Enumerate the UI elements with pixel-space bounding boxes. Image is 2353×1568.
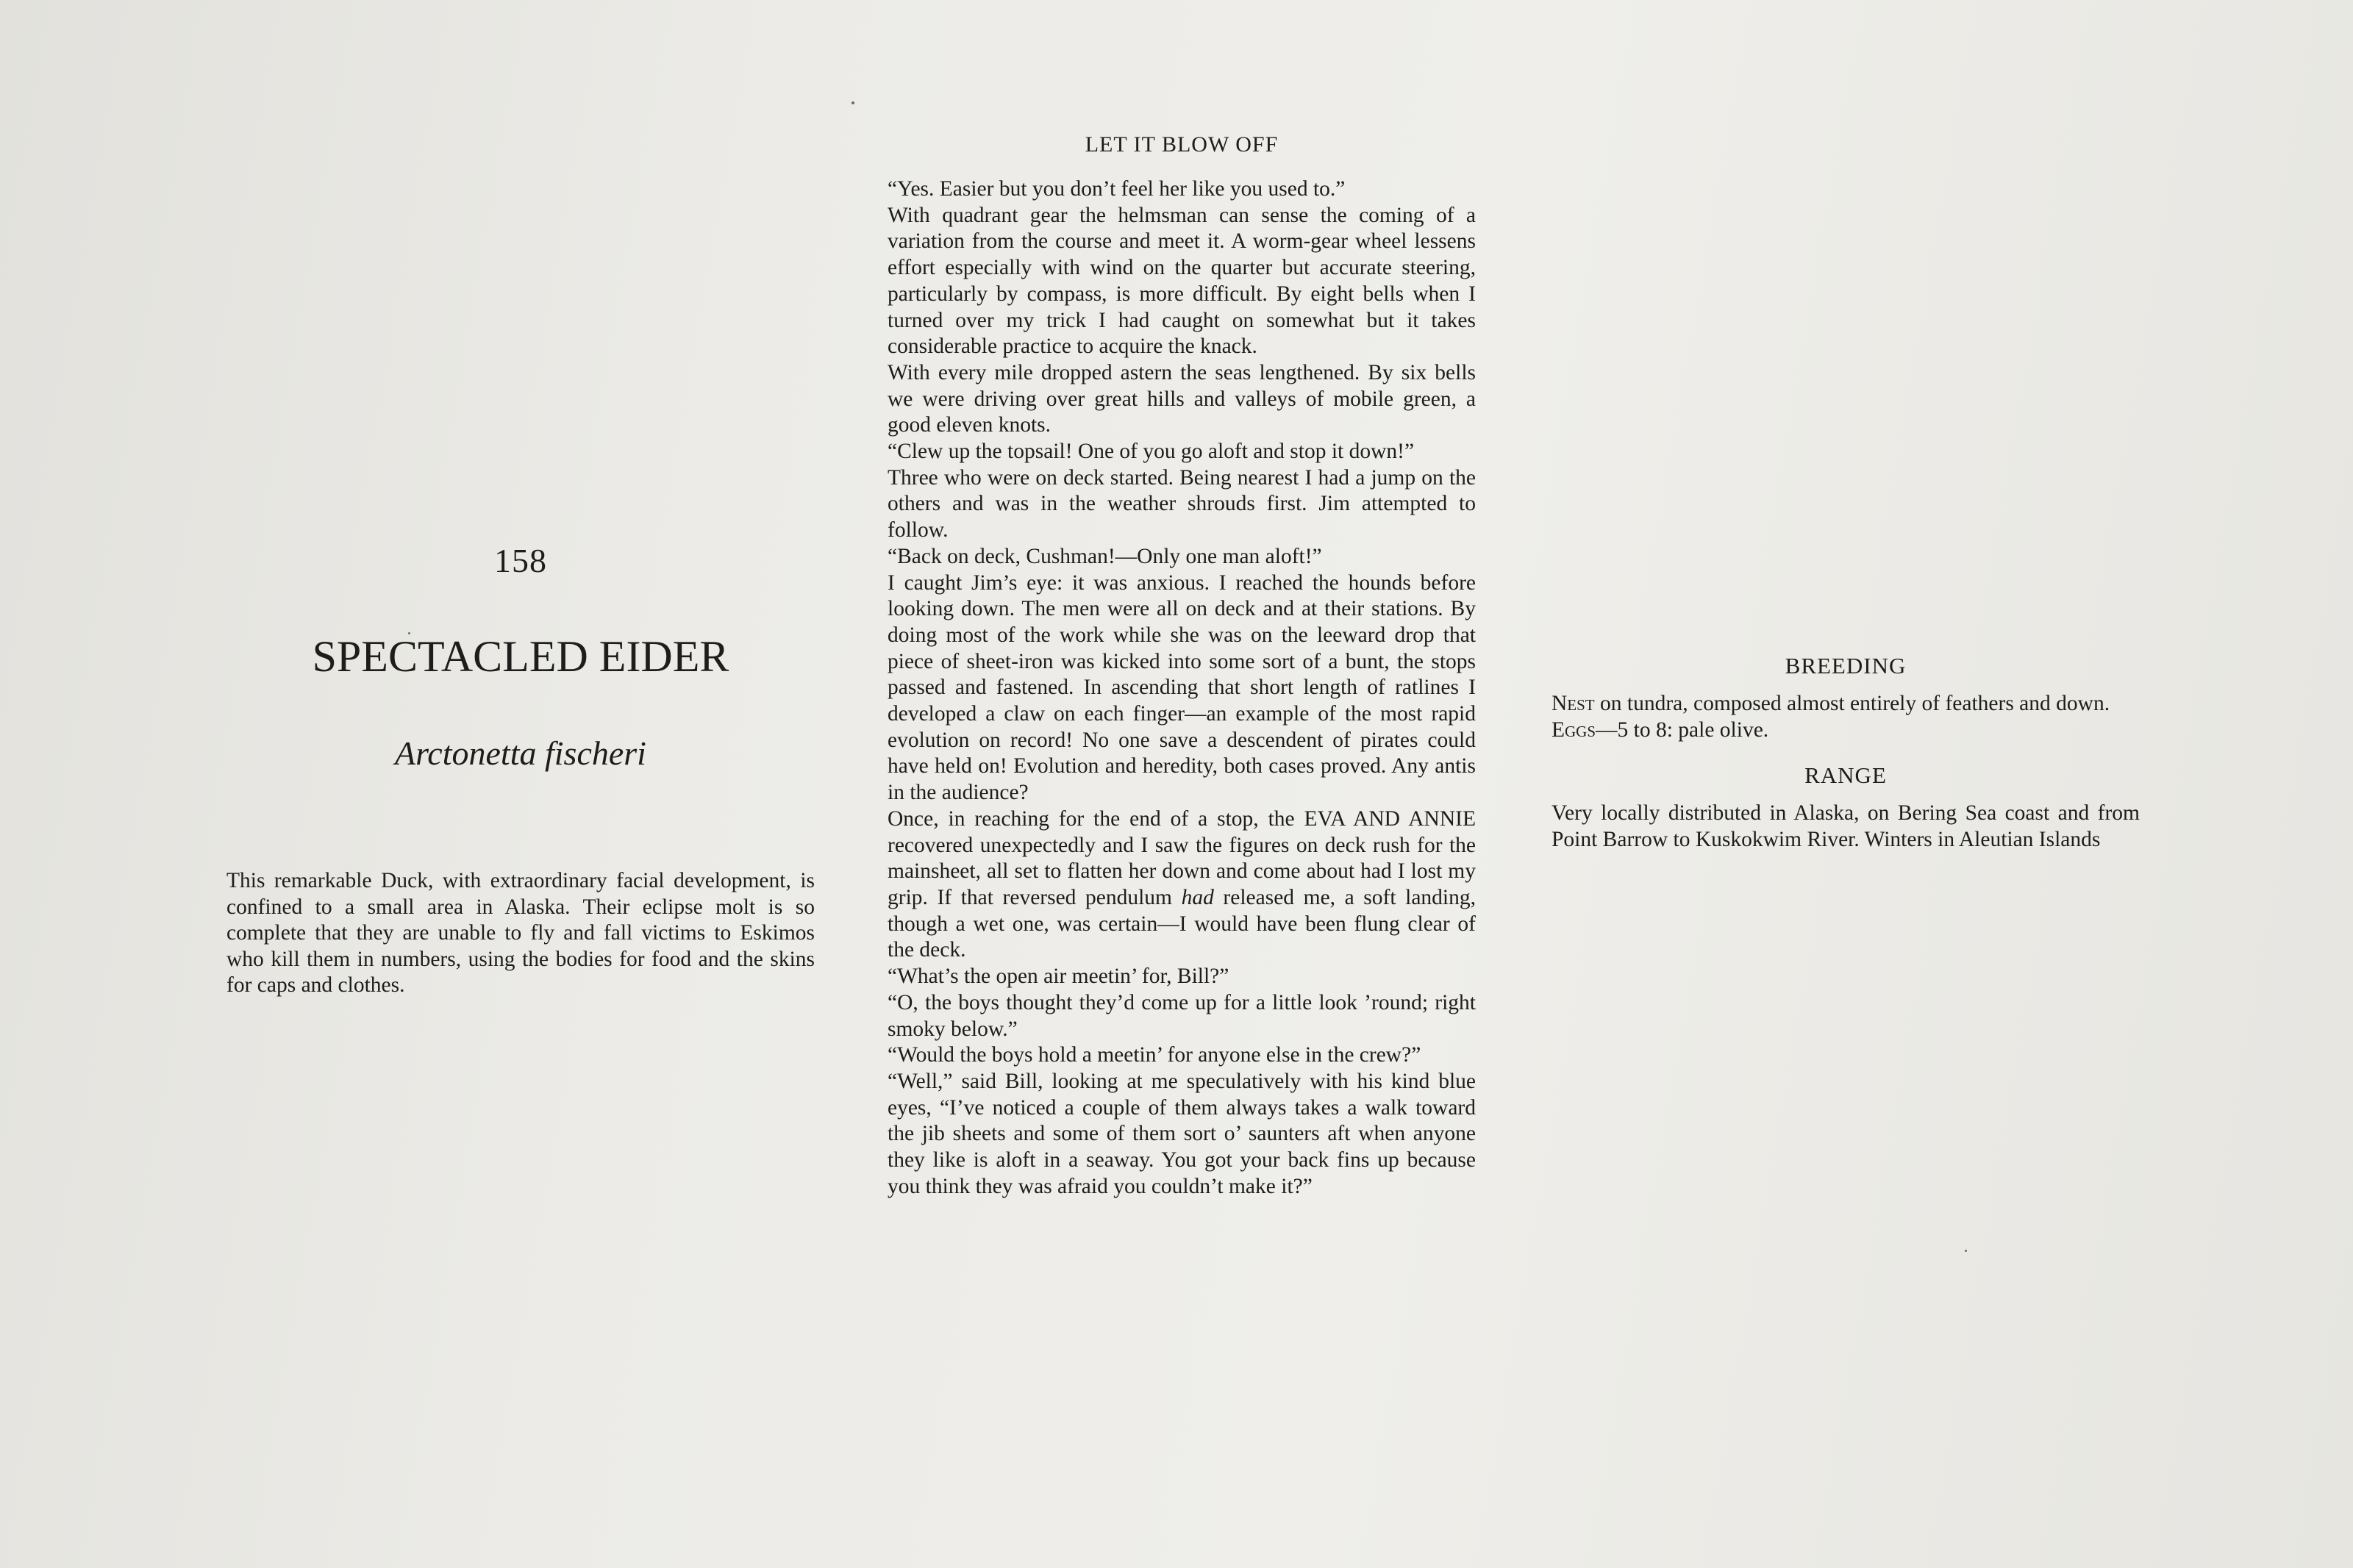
story-paragraph: I caught Jim’s eye: it was anxious. I reached the hounds before looking down. The men were all on deck and at their stations. By doing most of the work while she was on the leeward drop that piece of sheet-iron was kicked into some sort of a bunt, the stops passed and fastened. In ascending that short length of ratlines I developed a claw on each finger—an example of the most rapid evolution on record! No one save a descendent of pirates could have held on! Evolution and heredity, both cases proved. Any antis in the audience? — [888, 570, 1476, 805]
story-text — [888, 176, 1476, 1200]
story-paragraph: “O, the boys thought they’d come up for a little look ’round; right smoky below.” — [888, 990, 1476, 1041]
plate-number: 158 — [494, 542, 547, 579]
story-paragraph: “Clew up the topsail! One of you go aloft and stop it down!” — [888, 440, 1415, 464]
story-paragraph: Three who were on deck started. Being nearest I had a jump on the others and was in the weather shrouds first. Jim attempted to follow. — [888, 465, 1476, 543]
italic-word: had — [1181, 885, 1214, 909]
story-paragraph: “Back on deck, Cushman!—Only one man aloft!” — [888, 544, 1322, 568]
paper-speck — [1965, 1250, 1967, 1252]
range-text: Very locally distributed in Alaska, on Bering Sea coast and from Point Barrow to Kuskokwim River. Winters in Aleutian Islands — [1552, 801, 2140, 851]
story-column — [888, 132, 1476, 1200]
story-paragraph: “Would the boys hold a meetin’ for anyone else in the crew?” — [888, 1043, 1421, 1067]
facts-column — [1552, 653, 2140, 853]
story-paragraph: “Yes. Easier but you don’t feel her like you used to.” — [888, 177, 1346, 201]
eggs-description: —5 to 8: pale olive. — [1596, 717, 1769, 742]
story-paragraph: “Well,” said Bill, looking at me speculatively with his kind blue eyes, “I’ve noticed a couple of them always takes a walk toward the jib sheets and some of them sort o’ saunters aft when anyone they like is aloft in a seaway. You got your back fins up because you think they was afraid you couldn’t make it?” — [888, 1069, 1476, 1198]
eggs-text — [1552, 717, 2140, 744]
paper-speck — [851, 101, 854, 104]
story-paragraph: With every mile dropped astern the seas lengthened. By six bells we were driving over great hills and valleys of mobile green, a good eleven knots. — [888, 360, 1476, 437]
nest-label: Nest — [1552, 692, 1595, 715]
story-paragraph — [888, 806, 1476, 964]
species-title: SPECTACLED EIDER — [312, 632, 729, 681]
species-latin-name: Arctonetta fischeri — [395, 734, 646, 772]
breeding-heading: BREEDING — [1785, 653, 1907, 679]
story-paragraph: “What’s the open air meetin’ for, Bill?” — [888, 964, 1229, 989]
nest-description: on tundra, composed almost entirely of feathers and down. — [1594, 692, 2110, 715]
range-heading: RANGE — [1804, 762, 1887, 788]
species-description: This remarkable Duck, with extraordinary facial development, is confined to a small area in Alaska. Their eclipse molt is so complete that they are unable to fly and fall victims to Eskimos who kill them in numbers, using the bodies for food and the skins for caps and clothes. — [226, 869, 815, 997]
nest-text — [1552, 691, 2140, 717]
species-column — [226, 541, 815, 999]
story-paragraph-end: released me, a soft landing, though a wet one, was certain—I would have been flung clear of the deck. — [888, 885, 1477, 962]
eggs-label: Eggs — [1552, 717, 1596, 742]
running-head: LET IT BLOW OFF — [1085, 132, 1279, 157]
story-paragraph: With quadrant gear the helmsman can sense the coming of a variation from the course and meet it. A worm-gear wheel lessens effort especially with wind on the quarter but accurate steering, particularly by compass, is more difficult. By eight bells when I turned over my trick I had caught on somewhat but it takes considerable practice to acquire the knack. — [888, 203, 1476, 359]
story-paragraph-start: Once, in reaching for the end of a stop, the EVA AND ANNIE recovered unexpectedly and I saw the figures on deck rush for the mainsheet, all set to flatten her down and come about had I lost my grip. If that reversed pendulum — [888, 806, 1476, 909]
